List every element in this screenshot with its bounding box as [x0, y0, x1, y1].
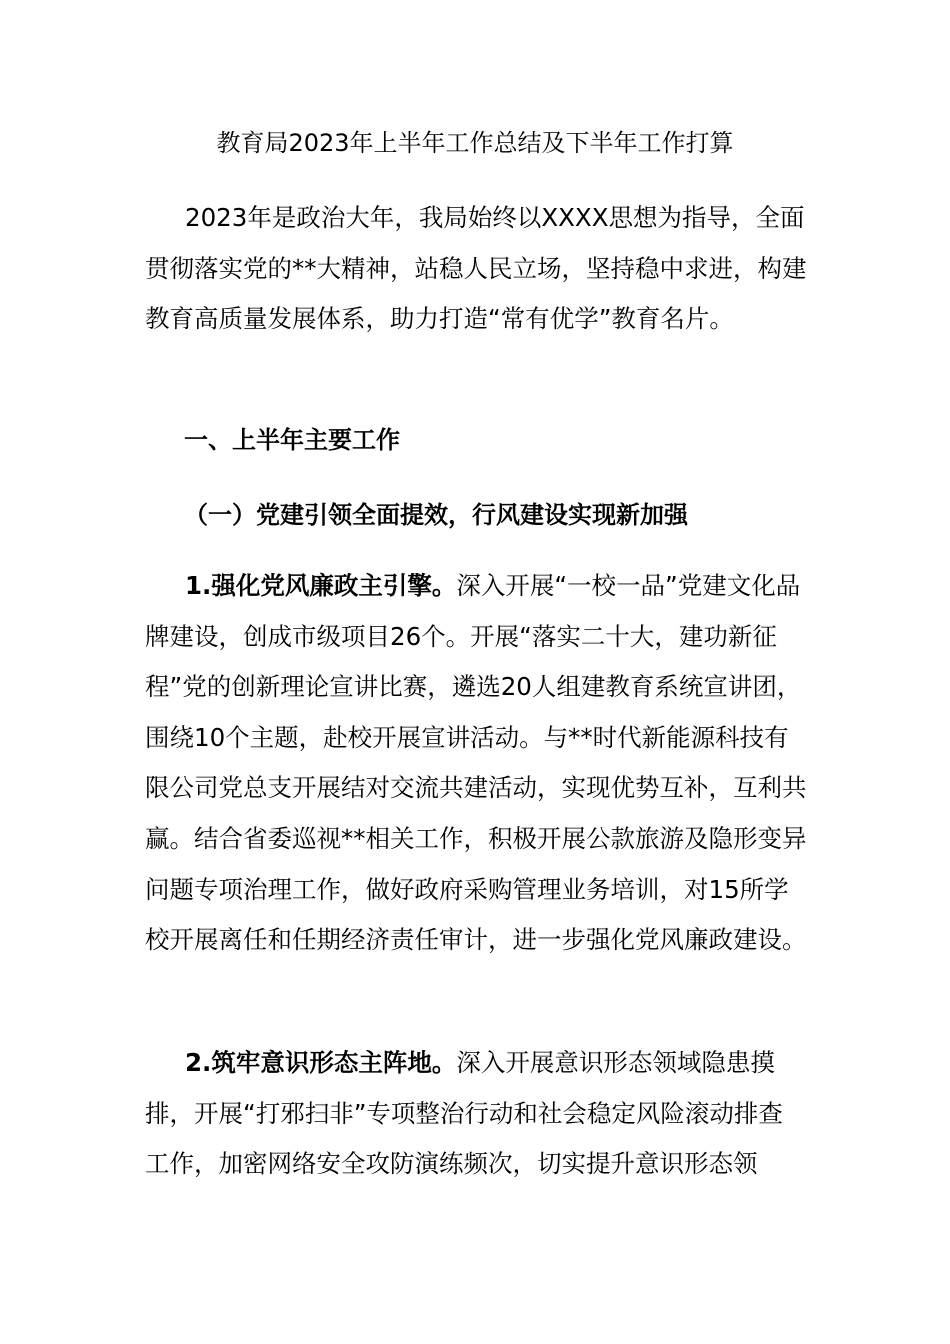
document-title: 教育局2023年上半年工作总结及下半年工作打算: [216, 129, 734, 157]
item-1-body: 深入开展“一校一品”党建文化品牌建设，创成市级项目26个。开展“落实二十大，建功新征程”党的创新理论宣讲比赛，遴选20人组建教育系统宣讲团，围绕10个主题，赴校开展宣讲活动。与**时代新能源科技有限公司党总支开展结对交流共建活动，实现优势互补，互利共赢。结合省委巡视**相关工作，积极开展公款旅游及隐形变异问题专项治理工作，做好政府采购管理业务培训，对15所学校开展离任和任期经济责任审计，进一步强化党风廉政建设。: [145, 571, 807, 955]
item-2-paragraph: [145, 1038, 807, 1190]
item-2-body: 深入开展意识形态领域隐患摸排，开展“打邪扫非”专项整治行动和社会稳定风险滚动排查工作，加密网络安全攻防演练频次，切实提升意识形态领: [145, 1048, 783, 1179]
intro-paragraph: 2023年是政治大年，我局始终以XXXX思想为指导，全面贯彻落实党的**大精神，站稳人民立场，坚持稳中求进，构建教育高质量发展体系，助力打造“常有优学”教育名片。: [145, 203, 807, 334]
subsection-heading: （一）党建引领全面提效，行风建设实现新加强: [184, 501, 688, 529]
item-2-lead: 2.筑牢意识形态主阵地。: [185, 1048, 457, 1077]
item-1-lead: 1.强化党风廉政主引擎。: [185, 571, 457, 600]
section-heading: 一、上半年主要工作: [184, 426, 400, 454]
item-1-paragraph: [145, 561, 807, 966]
